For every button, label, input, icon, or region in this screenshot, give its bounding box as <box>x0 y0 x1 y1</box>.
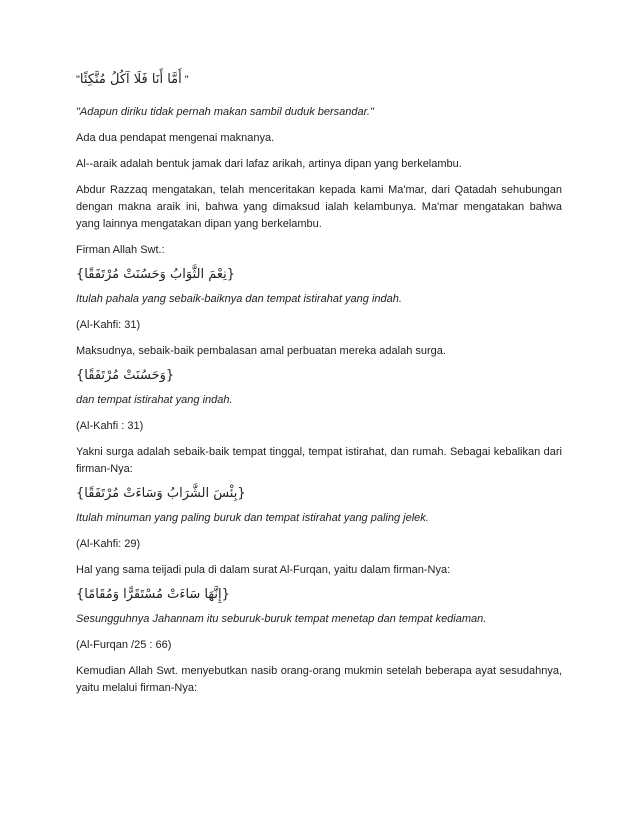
verse-3 <box>76 484 562 504</box>
verse-2-arabic: وَحَسُنَتْ مُرْتَفَقًا <box>84 368 166 383</box>
verse-1-reference: (Al-Kahfi: 31) <box>76 319 141 331</box>
hadith-arabic-text: أَمَّا أَنَا فَلَا آكُلُ مُتَّكِئًا <box>79 72 182 87</box>
hadith-translation: "Adapun diriku tidak pernah makan sambil duduk bersandar." <box>76 106 374 118</box>
verse-1 <box>76 265 562 285</box>
verse-2-translation: dan tempat istirahat yang indah. <box>76 394 233 406</box>
verse-4-translation: Sesungguhnya Jahannam itu seburuk-buruk tempat menetap dan tempat kediaman. <box>76 613 487 625</box>
verse-3-close-brace: } <box>237 486 246 501</box>
verse-1-translation: Itulah pahala yang sebaik-baiknya dan tempat istirahat yang indah. <box>76 293 402 305</box>
paragraph-araik-definition: Al--araik adalah bentuk jamak dari lafaz arikah, artinya dipan yang berkelambu. <box>76 158 462 170</box>
verse-3-translation: Itulah minuman yang paling buruk dan tempat istirahat yang paling jelek. <box>76 512 429 524</box>
verse-4-open-brace: { <box>76 587 85 602</box>
verse-4-reference: (Al-Furqan /25 : 66) <box>76 639 172 651</box>
paragraph-al-furqan: Hal yang sama teijadi pula di dalam surat Al-Furqan, yaitu dalam firman-Nya: <box>76 564 451 576</box>
hadith-arabic-quote <box>76 70 562 90</box>
verse-1-open-brace: { <box>76 267 85 282</box>
verse-2-reference: (Al-Kahfi : 31) <box>76 420 144 432</box>
verse-3-reference: (Al-Kahfi: 29) <box>76 538 141 550</box>
verse-4 <box>76 585 562 605</box>
paragraph-firman-allah: Firman Allah Swt.: <box>76 244 165 256</box>
paragraph-yakni-surga: Yakni surga adalah sebaik-baik tempat tinggal, tempat istirahat, dan rumah. Sebagai kebalikan dari firman-Nya: <box>76 446 562 475</box>
verse-4-arabic: إِنَّهَا سَاءَتْ مُسْتَقَرًّا وَمُقَامًا <box>84 587 222 602</box>
verse-1-close-brace: } <box>226 267 236 282</box>
quote-close-mark: " <box>181 74 189 86</box>
paragraph-two-opinions: Ada dua pendapat mengenai maknanya. <box>76 132 275 144</box>
verse-1-arabic: نِعْمَ الثَّوَابُ وَحَسُنَتْ مُرْتَفَقًا <box>84 267 227 282</box>
quote-open-mark: " <box>76 74 80 86</box>
verse-3-arabic: بِئْسَ الشَّرَابُ وَسَاءَتْ مُرْتَفَقًا <box>84 486 238 501</box>
paragraph-abdur-razzaq: Abdur Razzaq mengatakan, telah menceritakan kepada kami Ma'mar, dari Qatadah sehubungan dengan makna araik ini, bahwa yang dimaksud ialah kelambunya. Ma'mar mengatakan bahwa yang lainnya mengatakan dipan yang berkelambu. <box>76 184 562 230</box>
verse-2-close-brace: } <box>165 368 175 383</box>
verse-2 <box>76 366 562 386</box>
verse-3-open-brace: { <box>76 486 85 501</box>
verse-4-close-brace: } <box>221 587 230 602</box>
paragraph-kemudian: Kemudian Allah Swt. menyebutkan nasib orang-orang mukmin setelah beberapa ayat sesudahnya, yaitu melalui firman-Nya: <box>76 665 562 694</box>
paragraph-maksudnya: Maksudnya, sebaik-baik pembalasan amal perbuatan mereka adalah surga. <box>76 345 446 357</box>
verse-2-open-brace: { <box>76 368 85 383</box>
document-page <box>76 70 562 697</box>
